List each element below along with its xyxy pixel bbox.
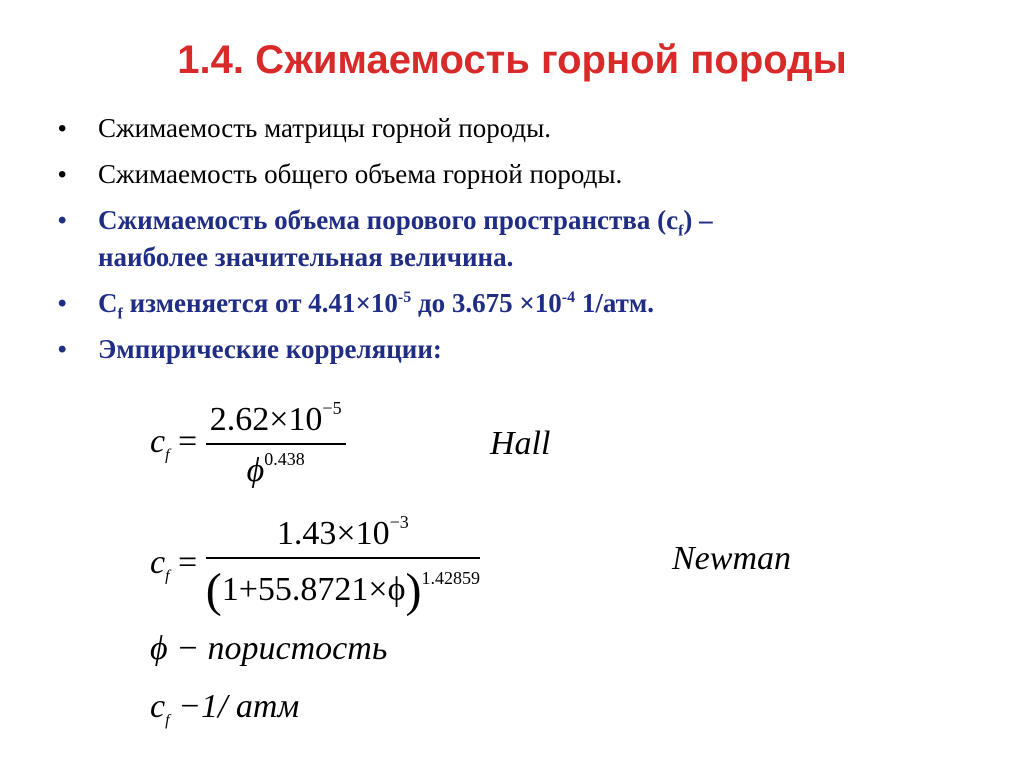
- bullet-item: [58, 285, 978, 322]
- equals-sign: =: [178, 422, 198, 460]
- bullet-text: Сжимаемость общего объема горной породы.: [98, 159, 623, 189]
- porosity-definition: ϕ − пористость: [150, 630, 388, 667]
- bullet-item: [58, 202, 978, 276]
- cf-unit-definition: $c_f -1/$ атм: [150, 688, 300, 729]
- bullet-icon: •: [58, 336, 67, 363]
- newman-formula: [150, 512, 480, 618]
- fraction: [206, 512, 480, 618]
- bullet-icon: •: [58, 115, 67, 142]
- hall-formula: [150, 398, 346, 490]
- formula-lhs-sub: f: [165, 446, 170, 464]
- subscript-f: f: [117, 305, 123, 323]
- bullet-text: Сжимаемость объема порового пространства (c: [98, 205, 679, 235]
- bullet-icon: •: [58, 161, 67, 188]
- bullet-text: наиболее значительная величина.: [98, 242, 514, 272]
- denominator: $(1+55.8721\times\phi)^{1.42859}$: [205, 564, 480, 617]
- formula-lhs: c: [150, 422, 166, 460]
- bullet-text: Сжимаемость матрицы горной породы.: [98, 113, 552, 143]
- bullet-icon: •: [58, 290, 67, 317]
- bullet-text: Эмпирические корреляции:: [98, 334, 442, 364]
- bullet-list: [58, 110, 978, 377]
- bullet-text: изменяется от 4.41×10: [122, 288, 398, 318]
- fraction: [206, 398, 346, 490]
- hall-label: Hall: [490, 425, 551, 462]
- numerator: $1.43\times 10^{-3}$: [206, 512, 480, 559]
- exponent: -4: [561, 289, 576, 306]
- newman-label: Newman: [672, 540, 791, 577]
- equals-sign: =: [178, 543, 198, 581]
- bullet-text: C: [98, 288, 118, 318]
- bullet-item: [58, 331, 978, 368]
- bullet-item: [58, 110, 978, 147]
- bullet-item: [58, 156, 978, 193]
- exponent: -5: [397, 289, 412, 306]
- subscript-f: f: [678, 222, 684, 240]
- denominator: $\phi^{0.438}$: [246, 449, 305, 489]
- bullet-text: до 3.675 ×10: [411, 288, 562, 318]
- bullet-text: 1/атм.: [575, 288, 655, 318]
- slide-title: 1.4. Сжимаемость горной породы: [177, 38, 847, 82]
- numerator: $2.62\times 10^{-5}$: [206, 398, 346, 445]
- formula-lhs: c: [150, 543, 166, 581]
- formula-lhs-sub: f: [165, 567, 170, 585]
- bullet-text: ) –: [683, 205, 713, 235]
- bullet-icon: •: [58, 207, 67, 234]
